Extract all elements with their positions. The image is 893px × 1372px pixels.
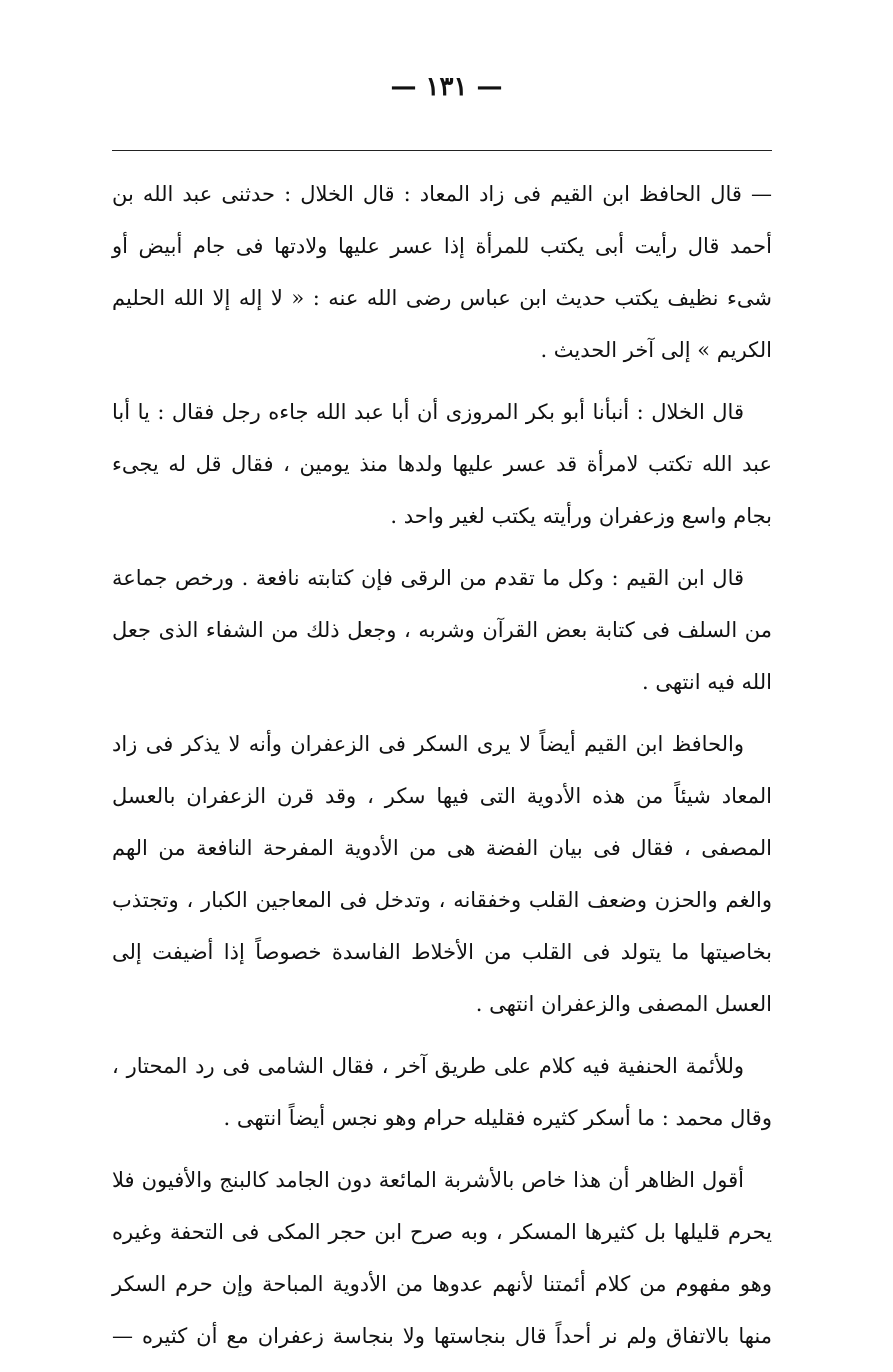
paragraph-1: — قال الحافظ ابن القيم فى زاد المعاد : قال الخلال : حدثنى عبد الله بن أحمد قال رأيت أبى يكتب للمرأة إذا عسر عليها ولادتها فى جام أبيض أو شىء نظيف يكتب حديث ابن عباس رضى الله عنه : « لا إله إلا الله الحليم الكريم » إلى آخر الحديث .	[112, 182, 772, 362]
paragraph-3: قال ابن القيم : وكل ما تقدم من الرقى فإن كتابته نافعة . ورخص جماعة من السلف فى كتابة بعض القرآن وشربه ، وجعل ذلك من الشفاء الذى جعل الله فيه انتهى .	[112, 566, 772, 694]
body-text	[112, 168, 772, 1372]
header-rule	[112, 150, 772, 151]
paragraph-5: وللأئمة الحنفية فيه كلام على طريق آخر ، فقال الشامى فى رد المحتار ، وقال محمد : ما أسكر كثيره فقليله حرام وهو نجس أيضاً انتهى .	[112, 1054, 772, 1130]
page-number: — ١٣١ —	[390, 72, 503, 102]
paragraph-6: أقول الظاهر أن هذا خاص بالأشربة المائعة دون الجامد كالبنج والأفيون فلا يحرم قليلها بل كثيرها المسكر ، وبه صرح ابن حجر المكى فى التحفة وغيره وهو مفهوم من كلام أئمتنا لأنهم عدوها من الأدوية المباحة وإن حرم السكر منها بالاتفاق ولم نر أحداً قال بنجاستها ولا بنجاسة زعفران مع أن كثيره —	[112, 1168, 772, 1348]
paragraph-2: قال الخلال : أنبأنا أبو بكر المروزى أن أبا عبد الله جاءه رجل فقال : يا أبا عبد الله تكتب لامرأة قد عسر عليها ولدها منذ يومين ، فقال قل له يجىء بجام واسع وزعفران ورأيته يكتب لغير واحد .	[112, 400, 772, 528]
paragraph-4: والحافظ ابن القيم أيضاً لا يرى السكر فى الزعفران وأنه لا يذكر فى زاد المعاد شيئاً من هذه الأدوية التى فيها سكر ، وقد قرن الزعفران بالعسل المصفى ، فقال فى بيان الفضة هى من الأدوية المفرحة النافعة من الهم والغم والحزن وضعف القلب وخفقانه ، وتدخل فى المعاجين الكبار ، وتجتذب بخاصيتها ما يتولد فى القلب من الأخلاط الفاسدة خصوصاً إذا أضيفت إلى العسل المصفى والزعفران انتهى .	[112, 732, 772, 1016]
